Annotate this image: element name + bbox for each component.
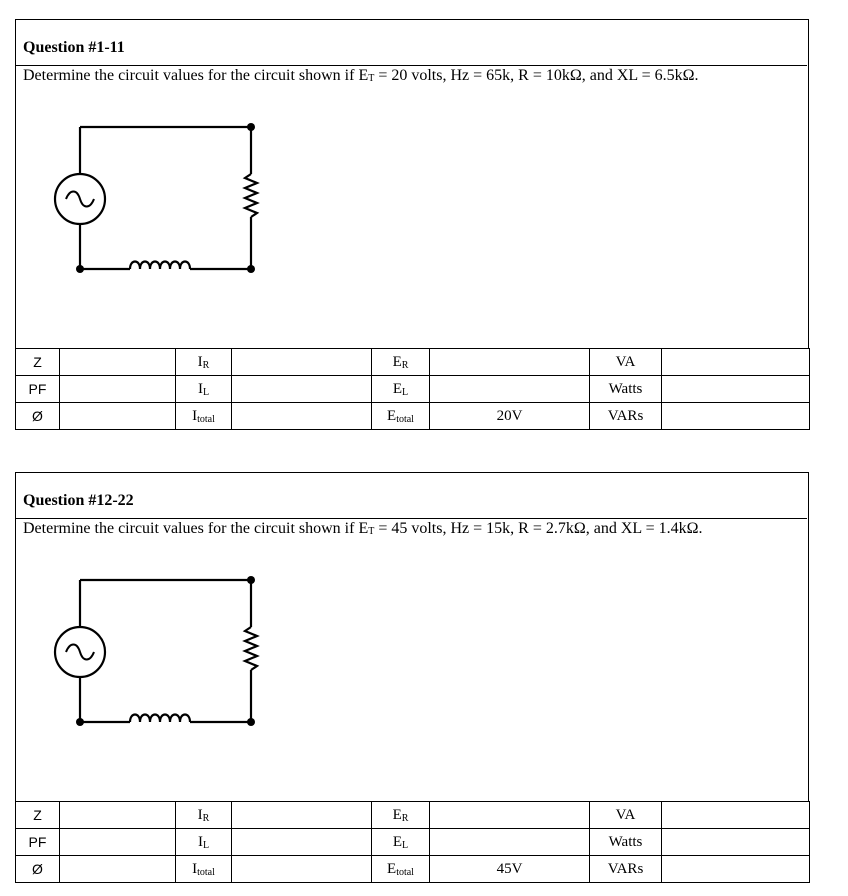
- table-row: [16, 376, 810, 403]
- question-title: Question #1-11: [23, 39, 125, 56]
- label-ir: $I_R$: [176, 802, 232, 829]
- question-prompt: Determine the circuit values for the circuit shown if $E_T = 45$ volts, Hz = 15k, R = 2.7kΩ, and XL = 1.4kΩ.: [23, 520, 703, 537]
- il-answer-cell[interactable]: [232, 829, 372, 856]
- label-phase: Ø: [16, 856, 60, 883]
- label-er: $E_R$: [372, 349, 430, 376]
- label-itotal: $I_{total}$: [176, 403, 232, 430]
- table-row: [16, 829, 810, 856]
- label-ir: $I_R$: [176, 349, 232, 376]
- label-vars: VARs: [590, 856, 662, 883]
- label-watts: Watts: [590, 376, 662, 403]
- circuit-values-table: [15, 348, 810, 430]
- label-itotal: $I_{total}$: [176, 856, 232, 883]
- table-row: [16, 403, 810, 430]
- question-prompt: Determine the circuit values for the circuit shown if $E_T = 20$ volts, Hz = 65k, R = 10kΩ, and XL = 6.5kΩ.: [23, 67, 699, 84]
- label-el: $E_L$: [372, 376, 430, 403]
- label-il: $I_L$: [176, 376, 232, 403]
- etotal-value: 20V: [430, 403, 590, 430]
- label-el: $E_L$: [372, 829, 430, 856]
- itotal-answer-cell[interactable]: [232, 856, 372, 883]
- rl-circuit-diagram: [45, 572, 275, 732]
- il-answer-cell[interactable]: [232, 376, 372, 403]
- label-z: Z: [16, 802, 60, 829]
- vars-answer-cell[interactable]: [662, 403, 810, 430]
- va-answer-cell[interactable]: [662, 349, 810, 376]
- junction-dots: [76, 123, 255, 273]
- er-answer-cell[interactable]: [430, 349, 590, 376]
- phase-answer-cell[interactable]: [60, 403, 176, 430]
- z-answer-cell[interactable]: [60, 349, 176, 376]
- etotal-value: 45V: [430, 856, 590, 883]
- question-title: Question #12-22: [23, 492, 134, 509]
- el-answer-cell[interactable]: [430, 829, 590, 856]
- ir-answer-cell[interactable]: [232, 349, 372, 376]
- el-answer-cell[interactable]: [430, 376, 590, 403]
- question-block-1: [15, 19, 809, 431]
- table-row: [16, 349, 810, 376]
- phase-answer-cell[interactable]: [60, 856, 176, 883]
- label-il: $I_L$: [176, 829, 232, 856]
- label-pf: PF: [16, 376, 60, 403]
- label-watts: Watts: [590, 829, 662, 856]
- table-row: [16, 856, 810, 883]
- z-answer-cell[interactable]: [60, 802, 176, 829]
- va-answer-cell[interactable]: [662, 802, 810, 829]
- divider: [15, 518, 807, 519]
- table-row: [16, 802, 810, 829]
- label-etotal: $E_{total}$: [372, 403, 430, 430]
- label-z: Z: [16, 349, 60, 376]
- itotal-answer-cell[interactable]: [232, 403, 372, 430]
- rl-circuit-diagram: [45, 119, 275, 279]
- label-va: VA: [590, 802, 662, 829]
- vars-answer-cell[interactable]: [662, 856, 810, 883]
- label-pf: PF: [16, 829, 60, 856]
- label-er: $E_R$: [372, 802, 430, 829]
- pf-answer-cell[interactable]: [60, 376, 176, 403]
- ir-answer-cell[interactable]: [232, 802, 372, 829]
- pf-answer-cell[interactable]: [60, 829, 176, 856]
- watts-answer-cell[interactable]: [662, 829, 810, 856]
- label-phase: Ø: [16, 403, 60, 430]
- question-block-2: [15, 472, 809, 884]
- watts-answer-cell[interactable]: [662, 376, 810, 403]
- label-vars: VARs: [590, 403, 662, 430]
- junction-dots: [76, 576, 255, 726]
- divider: [15, 65, 807, 66]
- label-etotal: $E_{total}$: [372, 856, 430, 883]
- circuit-values-table: [15, 801, 810, 883]
- label-va: VA: [590, 349, 662, 376]
- er-answer-cell[interactable]: [430, 802, 590, 829]
